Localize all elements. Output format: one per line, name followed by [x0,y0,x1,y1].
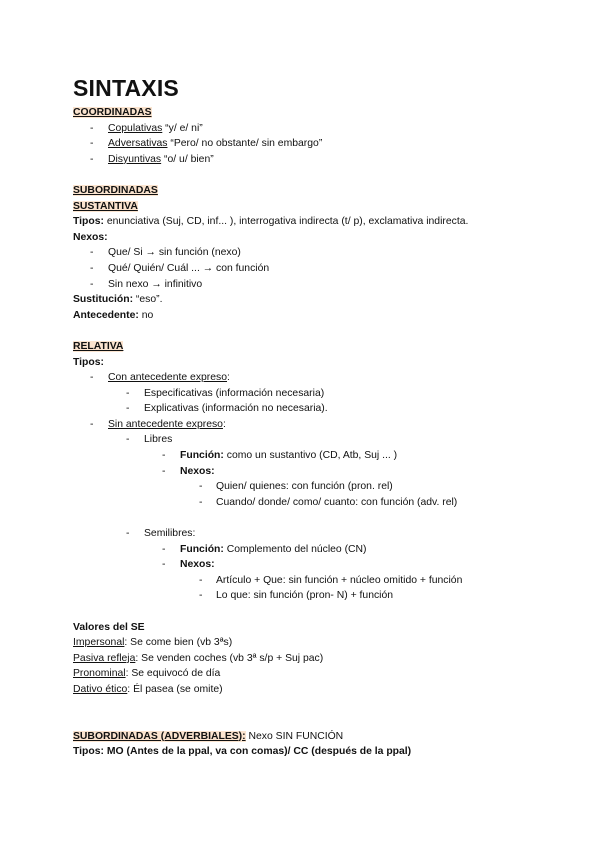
subordinadas-heading: SUBORDINADAS [73,184,158,196]
list-item: - Que/ Si → sin función (nexo) [90,247,241,259]
sustantiva-tipos: Tipos: enunciativa (Suj, CD, inf... ), interrogativa indirecta (t/ p), exclamativa indirecta. [73,216,469,228]
list-item: - Disyuntivas “o/ u/ bien” [90,153,214,165]
adverbiales-tipos: Tipos: MO (Antes de la ppal, va con comas)/ CC (después de la ppal) [73,746,412,758]
list-item: - Semilibres: [126,528,196,540]
sustantiva-heading: SUSTANTIVA [73,200,138,212]
list-item: - Con antecedente expreso: [90,372,230,384]
list-item: - Libres [126,434,173,446]
document-page [73,74,573,760]
list-item: - Sin antecedente expreso: [90,418,226,430]
list-item: - Nexos: [162,465,215,477]
list-item: - Copulativas “y/ e/ ni” [90,122,203,134]
list-item: Pronominal: Se equivocó de día [73,668,221,680]
list-item: Pasiva refleja: Se venden coches (vb 3ª s/p + Suj pac) [73,652,324,664]
sustantiva-antecedente: Antecedente: no [73,309,154,321]
list-item: - Artículo + Que: sin función + núcleo omitido + función [199,574,463,586]
valores-se-heading: Valores del SE [73,621,145,633]
list-item: - Especificativas (información necesaria) [126,387,325,399]
list-item: - Explicativas (información no necesaria). [126,403,328,415]
page-title: SINTAXIS [73,75,179,101]
relativa-heading: RELATIVA [73,340,124,352]
list-item: - Nexos: [162,559,215,571]
list-item: - Función: Complemento del núcleo (CN) [162,543,367,555]
list-item: - Qué/ Quién/ Cuál ... → con función [90,262,270,274]
coordinadas-heading: COORDINADAS [73,107,152,118]
sustantiva-sustitucion: Sustitución: “eso”. [73,294,163,306]
adverbiales-heading: SUBORDINADAS (ADVERBIALES): Nexo SIN FUNCIÓN [73,730,344,742]
list-item: Dativo ético: Él pasea (se omite) [73,683,223,695]
list-item: - Adversativas “Pero/ no obstante/ sin embargo” [90,138,323,150]
list-item: - Lo que: sin función (pron- N) + función [199,590,394,602]
list-item: Impersonal: Se come bien (vb 3ªs) [73,637,233,649]
relativa-tipos-label: Tipos: [73,356,104,368]
list-item: - Cuando/ donde/ como/ cuanto: con función (adv. rel) [199,496,458,508]
list-item: - Sin nexo → infinitivo [90,278,203,290]
sustantiva-nexos-label: Nexos: [73,231,108,243]
list-item: - Quien/ quienes: con función (pron. rel) [199,481,393,493]
list-item: - Función: como un sustantivo (CD, Atb, Suj ... ) [162,450,398,462]
